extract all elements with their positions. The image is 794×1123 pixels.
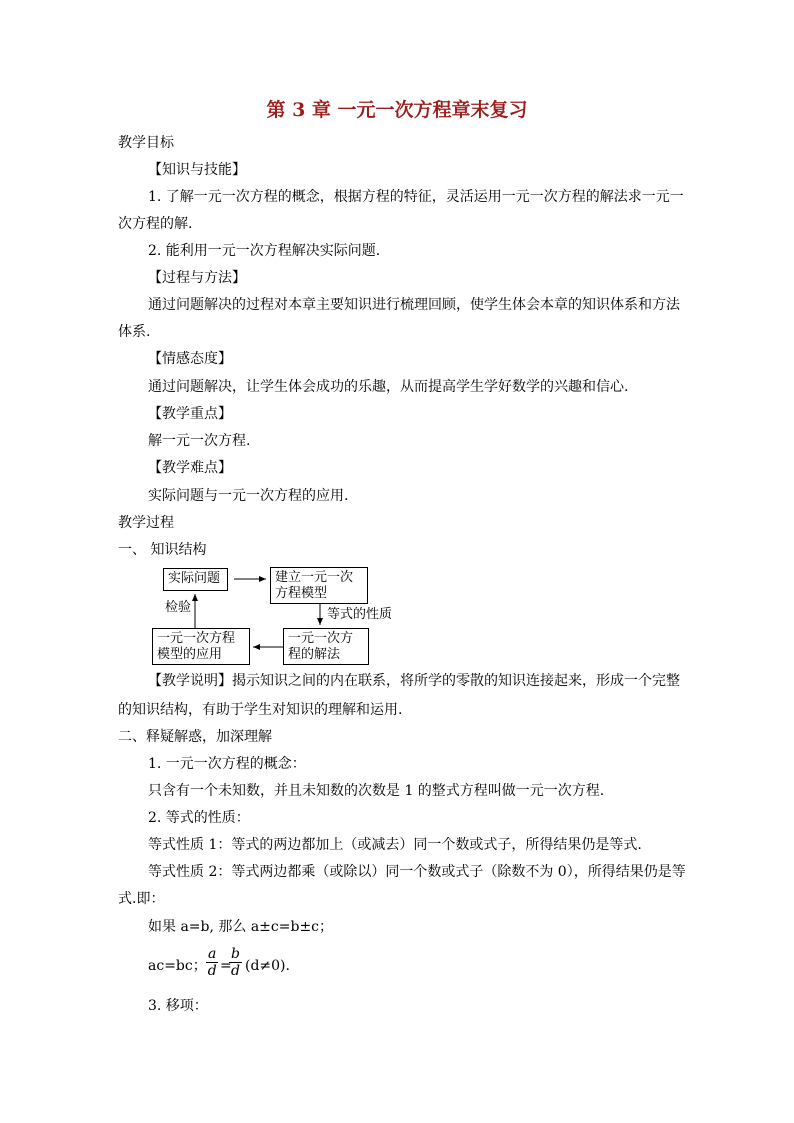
difficulty-heading: 【教学难点】 xyxy=(148,460,232,476)
knowledge-skill-heading: 【知识与技能】 xyxy=(148,162,246,178)
box-solution-method-line1: 一元一次方 xyxy=(288,631,354,646)
box-build-model-line1: 建立一元一次 xyxy=(275,570,354,585)
pm-line-a: 通过问题解决的过程对本章主要知识进行梳理回顾，使学生体会本章的知识体系和方法 xyxy=(148,297,680,313)
box-solution-method xyxy=(283,628,369,665)
section2-heading: 二、释疑解惑，加深理解 xyxy=(118,729,272,745)
formula-equals: = xyxy=(220,958,232,974)
box-real-problem-label: 实际问题 xyxy=(168,571,221,586)
fraction-a-denominator: d xyxy=(207,963,217,979)
property2-line-a: 等式性质 2：等式两边都乘（或除以）同一个数或式子（除数不为 0），所得结果仍是等 xyxy=(148,864,686,880)
box-build-model-line2: 方程模型 xyxy=(275,586,328,601)
box-model-application-line2: 模型的应用 xyxy=(157,647,223,662)
difficulty-text: 实际问题与一元一次方程的应用. xyxy=(148,488,349,504)
property1-text: 等式性质 1：等式的两边都加上（或减去）同一个数或式子，所得结果仍是等式. xyxy=(148,837,642,853)
label-check: 检验 xyxy=(165,600,192,615)
box-model-application-line1: 一元一次方程 xyxy=(157,631,236,646)
note-line-a: 【教学说明】揭示知识之间的内在联系，将所学的零散的知识连接起来，形成一个完整 xyxy=(148,673,680,689)
attitude-heading: 【情感态度】 xyxy=(148,351,232,367)
fraction-b-denominator: d xyxy=(231,963,240,979)
pm-line-b: 体系. xyxy=(118,324,151,340)
concept3-heading: 3. 移项： xyxy=(148,998,208,1014)
concept1-heading: 1. 一元一次方程的概念： xyxy=(148,756,306,772)
page-title: 第 3 章 一元一次方程章末复习 xyxy=(266,99,528,121)
ks1-line-a: 1. 了解一元一次方程的概念，根据方程的特征，灵活运用一元一次方程的解法求一元一 xyxy=(148,189,684,205)
fraction-a-over-d xyxy=(206,946,218,979)
concept1-text: 只含有一个未知数，并且未知数的次数是 1 的整式方程叫做一元一次方程. xyxy=(148,783,605,799)
box-model-application xyxy=(152,628,250,665)
key-points-heading: 【教学重点】 xyxy=(148,406,232,422)
note-line-b: 的知识结构，有助于学生对知识的理解和运用. xyxy=(118,702,403,718)
concept2-heading: 2. 等式的性质： xyxy=(148,810,250,826)
fraction-a-numerator: a xyxy=(208,946,217,962)
attitude-text: 通过问题解决，让学生体会成功的乐趣，从而提高学生学好数学的兴趣和信心. xyxy=(148,379,629,395)
ks2-line: 2. 能利用一元一次方程解决实际问题. xyxy=(148,243,381,259)
ks1-line-b: 次方程的解. xyxy=(118,216,193,232)
formula-acbc: ac=bc； xyxy=(148,958,207,974)
label-equality-property: 等式的性质 xyxy=(327,607,393,622)
box-solution-method-line2: 程的解法 xyxy=(288,647,341,662)
property2-line-b: 式.即： xyxy=(118,891,165,907)
fraction-b-numerator: b xyxy=(231,946,240,962)
box-build-model xyxy=(270,567,368,604)
formula-condition: (d≠0). xyxy=(245,958,290,974)
process-method-heading: 【过程与方法】 xyxy=(148,270,246,286)
key-points-text: 解一元一次方程. xyxy=(148,433,251,449)
if-equal-line: 如果 a=b, 那么 a±c=b±c； xyxy=(148,919,334,935)
goals-heading: 教学目标 xyxy=(118,135,174,151)
fraction-b-over-d xyxy=(229,946,242,979)
process-heading: 教学过程 xyxy=(118,515,174,531)
box-real-problem xyxy=(163,568,228,591)
section1-heading: 一、 知识结构 xyxy=(118,542,207,558)
